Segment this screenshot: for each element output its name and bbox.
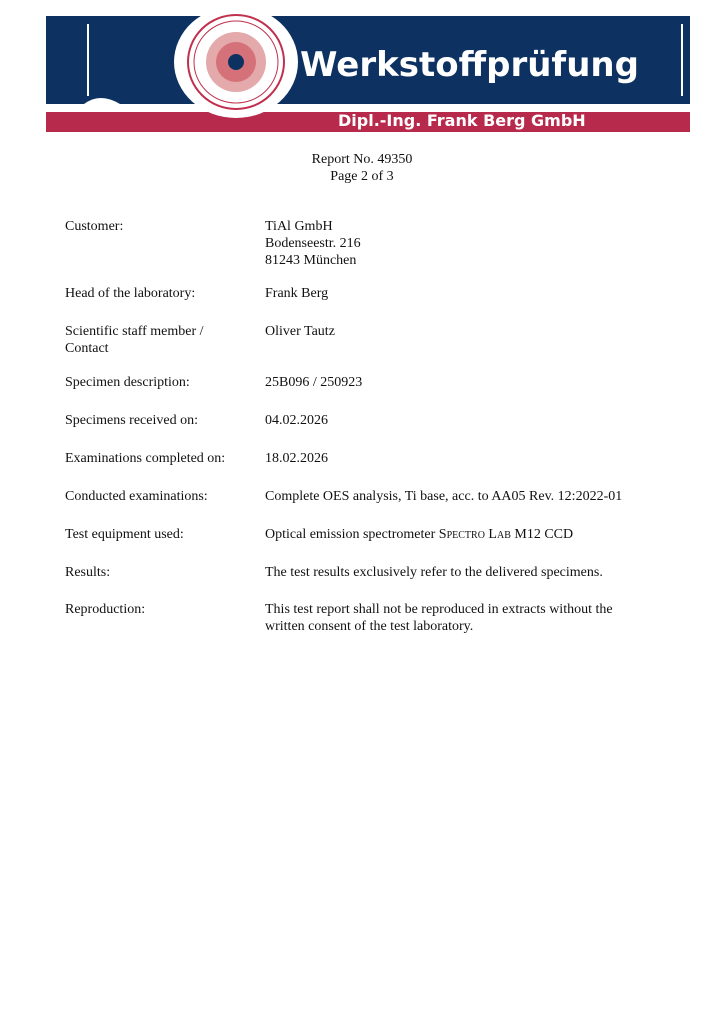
field-label: Results: <box>65 565 111 580</box>
field-value: 04.02.2026 <box>265 413 328 428</box>
field-value: Optical emission spectrometer <box>265 527 439 542</box>
page-number: Page 2 of 3 <box>330 169 394 184</box>
field-value: Frank Berg <box>265 286 329 301</box>
field-value: The test results exclusively refer to the delivered specimens. <box>265 565 603 580</box>
field-label: Head of the laboratory: <box>65 286 196 301</box>
field-label: Test equipment used: <box>65 527 184 542</box>
report-number: Report No. 49350 <box>311 152 413 167</box>
field-value: 25B096 / 250923 <box>265 375 363 390</box>
field-value: M12 CCD <box>510 527 574 542</box>
field-label: Specimens received on: <box>65 413 198 428</box>
field-value: TiAl GmbH <box>265 219 333 234</box>
field-value: This test report shall not be reproduced in extracts without the <box>265 602 613 617</box>
field-value: 18.02.2026 <box>265 451 328 466</box>
field-label: Scientific staff member / <box>65 324 204 339</box>
field-label: Customer: <box>65 219 124 234</box>
field-value: Oliver Tautz <box>265 324 335 339</box>
field-value: Complete OES analysis, Ti base, acc. to AA05 Rev. 12:2022-01 <box>265 489 623 504</box>
company-logo <box>0 0 724 140</box>
field-value: 81243 München <box>265 253 357 268</box>
logo-subtitle: Dipl.-Ing. Frank Berg GmbH <box>338 111 586 130</box>
field-label: Reproduction: <box>65 602 146 617</box>
field-label: Contact <box>65 341 109 356</box>
field-label: Conducted examinations: <box>65 489 208 504</box>
report-header <box>0 151 724 185</box>
field-label: Examinations completed on: <box>65 451 226 466</box>
field-label: Specimen description: <box>65 375 190 390</box>
logo-title: Werkstoffprüfung <box>300 45 639 85</box>
field-value: written consent of the test laboratory. <box>265 619 474 634</box>
field-value-brand: Spectro Lab <box>438 527 511 542</box>
field-value: Bodenseestr. 216 <box>265 236 361 251</box>
